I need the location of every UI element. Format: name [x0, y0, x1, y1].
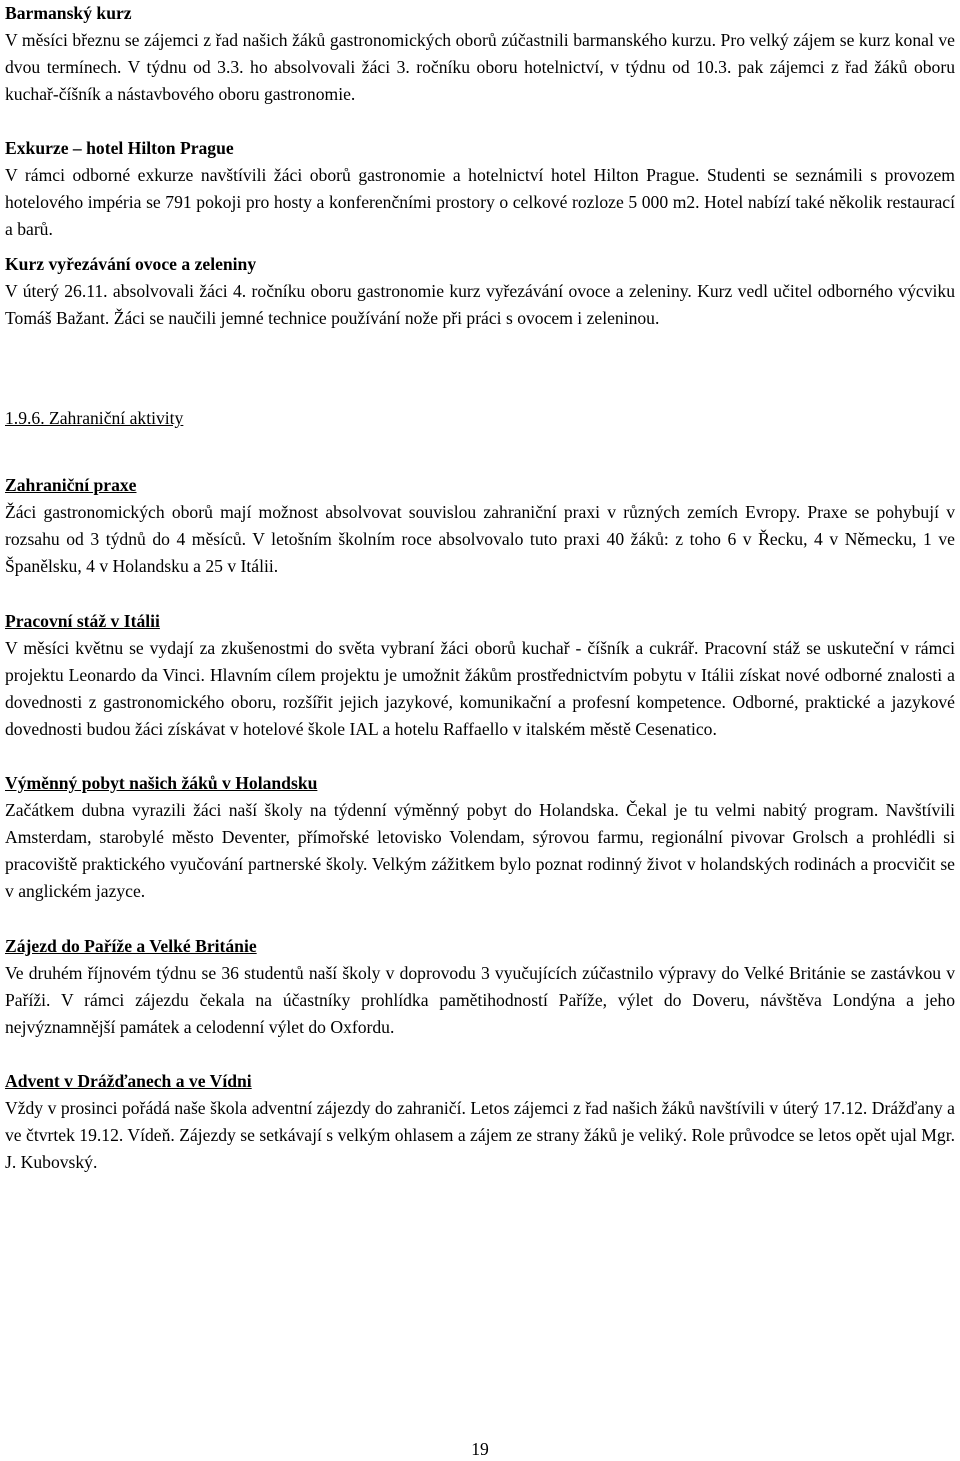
section-body: V měsíci květnu se vydají za zkušenostmi do světa vybraní žáci oborů kuchař - číšník a cukrář. Pracovní stáž se uskuteční v rámci projektu Leonardo da Vinci. Hlavním cílem projektu je umožnit žákům prostřednictvím pobytu v Itálii získat nové odborné znalosti a dovednosti z gastronomického oboru, rozšířit jejich jazykové, komunikační a profesní kompetence. Odborné, praktické a jazykové dovednosti budou žáci získávat v hotelové škole IAL a hotelu Raffaello v italském městě Cesenatico.	[5, 638, 955, 739]
section-body: Žáci gastronomických oborů mají možnost absolvovat souvislou zahraniční praxi v různých zemích Evropy. Praxe se pohybují v rozsahu od 3 týdnů do 4 měsíců. V letošním školním roce absolvovalo tuto praxi 40 žáků: z toho 6 v Řecku, 4 v Německu, 1 ve Španělsku, 4 v Holandsku a 25 v Itálii.	[5, 502, 955, 576]
section-body: V úterý 26.11. absolvovali žáci 4. ročníku oboru gastronomie kurz vyřezávání ovoce a zeleniny. Kurz vedl učitel odborného výcviku Tomáš Bažant. Žáci se naučili jemné technice používání nože při práci s ovocem i zeleninou.	[5, 281, 955, 328]
section-advent	[5, 1068, 955, 1176]
section-heading: Zahraniční praxe	[5, 475, 137, 495]
section-heading: Zájezd do Paříže a Velké Británie	[5, 936, 257, 956]
section-heading: Barmanský kurz	[5, 3, 132, 23]
chapter-title: 1.9.6. Zahraniční aktivity	[5, 408, 184, 428]
section-body: Začátkem dubna vyrazili žáci naší školy na týdenní výměnný pobyt do Holandska. Čekal je tu velmi nabitý program. Navštívili Amsterdam, starobylé město Deventer, přímořské letovisko Volendam, sýrovou farmu, regionální pivovar Grolsch a prohlédli si pracoviště praktického vyučování partnerské školy. Velkým zážitkem bylo poznat rodinný život v holandských rodinách a procvičit se v anglickém jazyce.	[5, 800, 955, 901]
section-pracovni-staz	[5, 608, 955, 743]
section-heading: Pracovní stáž v Itálii	[5, 611, 160, 631]
section-zahranicni-praxe	[5, 472, 955, 580]
section-exkurze-hilton	[5, 135, 955, 243]
section-heading: Advent v Drážďanech a ve Vídni	[5, 1071, 252, 1091]
section-body: V měsíci březnu se zájemci z řad našich žáků gastronomických oborů zúčastnili barmanského kurzu. Pro velký zájem se kurz konal ve dvou termínech. V týdnu od 3.3. ho absolvovali žáci 3. ročníku oboru hotelnictví, v týdnu od 10.3. pak zájemci z řad žáků oboru kuchař-číšník a nástavbového oboru gastronomie.	[5, 30, 955, 104]
section-body: V rámci odborné exkurze navštívili žáci oborů gastronomie a hotelnictví hotel Hilton Prague. Studenti se seznámili s provozem hotelového impéria se 791 pokoji pro hosty a konferenčními prostory o celkové rozloze 5 000 m2. Hotel nabízí také několik restaurací a barů.	[5, 165, 955, 239]
page-number: 19	[471, 1439, 489, 1459]
section-heading: Výměnný pobyt našich žáků v Holandsku	[5, 773, 318, 793]
section-heading: Kurz vyřezávání ovoce a zeleniny	[5, 254, 257, 274]
section-kurz-vyrezavani	[5, 251, 955, 332]
section-barmansky-kurz	[5, 0, 955, 108]
document-page	[5, 0, 955, 1176]
section-body: Ve druhém říjnovém týdnu se 36 studentů naší školy v doprovodu 3 vyučujících zúčastnilo výpravy do Velké Británie se zastávkou v Paříži. V rámci zájezdu čekala na účastníky prohlídka pamětihodností Paříže, výlet do Doveru, návštěva Londýna a jeho nejvýznamnější památek a celodenní výlet do Oxfordu.	[5, 963, 955, 1037]
section-body: Vždy v prosinci pořádá naše škola adventní zájezdy do zahraničí. Letos zájemci z řad našich žáků navštívili v úterý 17.12. Drážďany a ve čtvrtek 19.12. Vídeň. Zájezdy se setkávají s velkým ohlasem a zájem ze strany žáků je veliký. Role průvodce se letos opět ujal Mgr. J. Kubovský.	[5, 1098, 955, 1172]
section-vymenny-pobyt	[5, 770, 955, 905]
section-heading: Exkurze – hotel Hilton Prague	[5, 138, 234, 158]
section-zajezd-pariz	[5, 933, 955, 1041]
